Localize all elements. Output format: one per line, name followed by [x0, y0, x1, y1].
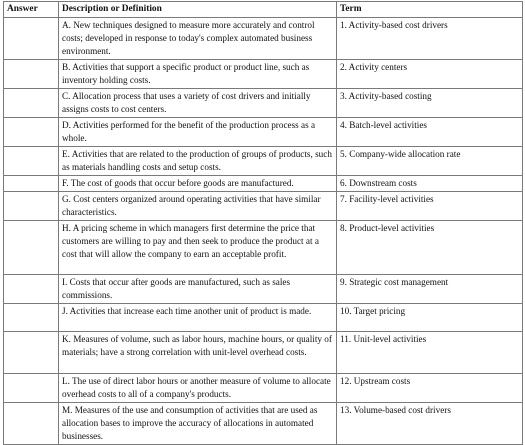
answer-cell[interactable]	[4, 304, 59, 332]
term-cell: 6. Downstream costs	[337, 176, 523, 192]
term-cell: 13. Volume-based cost drivers	[337, 403, 523, 445]
answer-cell[interactable]	[4, 118, 59, 147]
table-row	[4, 176, 523, 192]
term-cell: 4. Batch-level activities	[337, 118, 523, 147]
description-cell: L. The use of direct labor hours or another measure of volume to allocate overhead costs to all of a company's products.	[59, 374, 337, 403]
term-cell: 10. Target pricing	[337, 304, 523, 332]
description-cell: J. Activities that increase each time another unit of product is made.	[59, 304, 337, 332]
header-description: Description or Definition	[59, 2, 337, 18]
answer-cell[interactable]	[4, 332, 59, 374]
term-cell: 8. Product-level activities	[337, 221, 523, 275]
term-cell: 3. Activity-based costing	[337, 89, 523, 118]
term-cell: 9. Strategic cost management	[337, 275, 523, 304]
table-row	[4, 89, 523, 118]
header-answer: Answer	[4, 2, 59, 18]
answer-cell[interactable]	[4, 374, 59, 403]
table-row	[4, 192, 523, 221]
term-cell: 5. Company-wide allocation rate	[337, 147, 523, 176]
table-row	[4, 304, 523, 332]
description-cell: I. Costs that occur after goods are manufactured, such as sales commissions.	[59, 275, 337, 304]
table-row	[4, 147, 523, 176]
answer-cell[interactable]	[4, 18, 59, 60]
table-body	[4, 18, 523, 445]
description-cell: G. Cost centers organized around operating activities that have similar characteristics.	[59, 192, 337, 221]
matching-table	[3, 1, 523, 445]
description-cell: K. Measures of volume, such as labor hours, machine hours, or quality of materials; have a strong correlation with unit-level overhead costs.	[59, 332, 337, 374]
table-row	[4, 18, 523, 60]
description-cell: E. Activities that are related to the production of groups of products, such as materials handling costs and setup costs.	[59, 147, 337, 176]
answer-cell[interactable]	[4, 176, 59, 192]
description-cell: M. Measures of the use and consumption of activities that are used as allocation bases to improve the accuracy of allocations in automated businesses.	[59, 403, 337, 445]
description-cell: D. Activities performed for the benefit of the production process as a whole.	[59, 118, 337, 147]
term-cell: 2. Activity centers	[337, 60, 523, 89]
term-cell: 7. Facility-level activities	[337, 192, 523, 221]
answer-cell[interactable]	[4, 275, 59, 304]
header-row	[4, 2, 523, 18]
term-cell: 12. Upstream costs	[337, 374, 523, 403]
description-cell: B. Activities that support a specific product or product line, such as inventory holding costs.	[59, 60, 337, 89]
header-term: Term	[337, 2, 523, 18]
table-row	[4, 403, 523, 445]
description-cell: A. New techniques designed to measure more accurately and control costs; developed in response to today's complex automated business environment.	[59, 18, 337, 60]
term-cell: 11. Unit-level activities	[337, 332, 523, 374]
answer-cell[interactable]	[4, 403, 59, 445]
answer-cell[interactable]	[4, 89, 59, 118]
table-row	[4, 118, 523, 147]
table-row	[4, 221, 523, 275]
table-row	[4, 275, 523, 304]
answer-cell[interactable]	[4, 147, 59, 176]
description-cell: C. Allocation process that uses a variety of cost drivers and initially assigns costs to cost centers.	[59, 89, 337, 118]
table-row	[4, 60, 523, 89]
answer-cell[interactable]	[4, 192, 59, 221]
description-cell: F. The cost of goods that occur before goods are manufactured.	[59, 176, 337, 192]
table-row	[4, 332, 523, 374]
answer-cell[interactable]	[4, 221, 59, 275]
table-row	[4, 374, 523, 403]
answer-cell[interactable]	[4, 60, 59, 89]
term-cell: 1. Activity-based cost drivers	[337, 18, 523, 60]
description-cell: H. A pricing scheme in which managers first determine the price that customers are willing to pay and then seek to produce the product at a cost that will allow the company to earn an acceptable profit.	[59, 221, 337, 275]
